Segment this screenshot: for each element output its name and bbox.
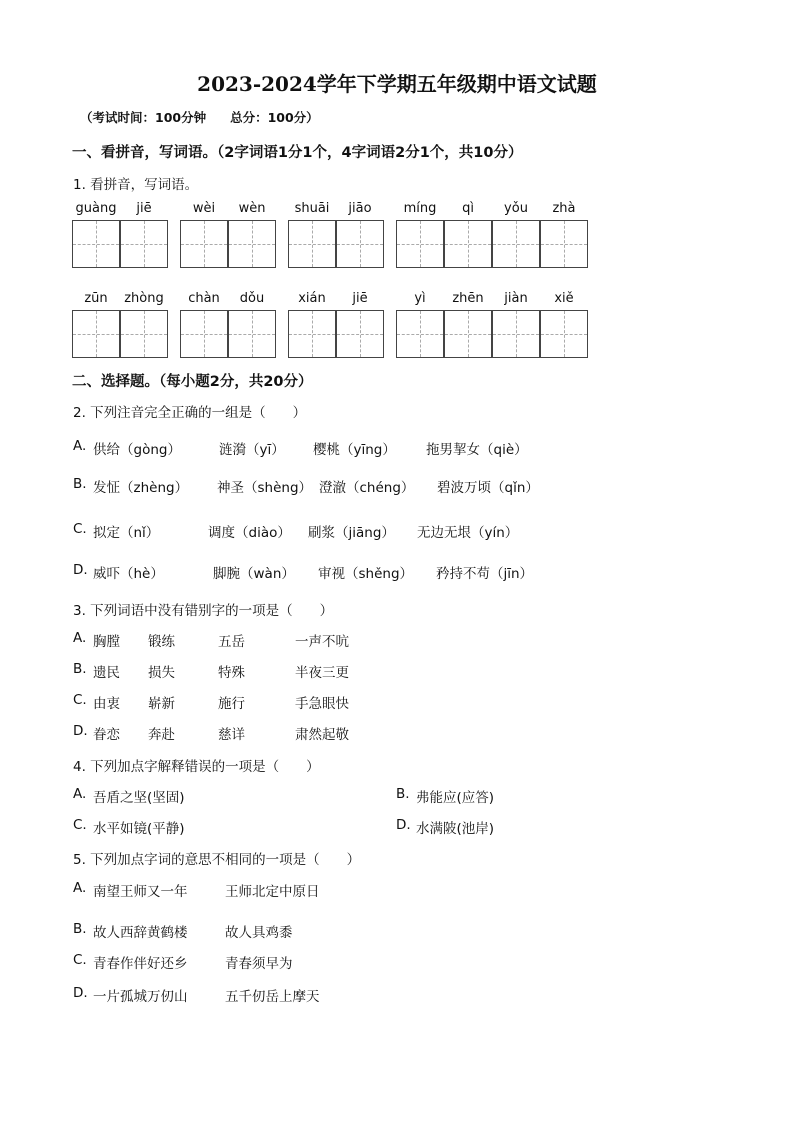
pinyin: jiàn (504, 291, 528, 306)
option-item: 一片孤城万仞山 (93, 989, 188, 1005)
option-item: 威吓（hè） (93, 566, 164, 582)
option-item: 水满陂(池岸) (416, 821, 495, 837)
pinyin-row-1 (72, 201, 602, 221)
writing-cell[interactable] (396, 220, 444, 268)
option-item: 拖男挈女（qiè） (426, 442, 528, 458)
option-item: 水平如镜(平静) (93, 821, 185, 837)
pinyin: shuāi (294, 201, 330, 216)
option-letter: A. (73, 880, 87, 896)
option-item: 遗民 (93, 665, 120, 681)
pinyin: zhòng (124, 291, 164, 306)
option-letter: B. (73, 476, 87, 492)
option-item: 审视（shěng） (318, 566, 414, 582)
pinyin: jiē (352, 291, 368, 306)
option-letter: B. (73, 921, 87, 937)
writing-cell[interactable] (288, 310, 336, 358)
option-item: 手急眼快 (295, 696, 349, 712)
writing-cell[interactable] (72, 220, 120, 268)
writing-cell[interactable] (228, 220, 276, 268)
writing-cell[interactable] (180, 310, 228, 358)
writing-cell[interactable] (336, 220, 384, 268)
option-item: 青春作伴好还乡 (93, 956, 188, 972)
option-item: 涟漪（yī） (219, 442, 285, 458)
question-3-stem: 3. 下列词语中没有错别字的一项是（ ） (73, 603, 334, 619)
section-1-heading: 一、看拼音，写词语。（2字词语1分1个，4字词语2分1个，共10分） (72, 145, 523, 161)
pinyin: chàn (188, 291, 220, 306)
exam-time: （考试时间：100分钟 (80, 110, 207, 125)
writing-cell[interactable] (540, 310, 588, 358)
pinyin: dǒu (239, 291, 265, 306)
option-item: 王师北定中原日 (225, 884, 320, 900)
option-item: 拟定（nǐ） (93, 525, 160, 541)
writing-cell[interactable] (288, 220, 336, 268)
option-item: 半夜三更 (295, 665, 349, 681)
exam-meta (80, 108, 319, 126)
option-item: 南望王师又一年 (93, 884, 188, 900)
option-item: 供给（gòng） (93, 442, 181, 458)
option-letter: A. (73, 630, 87, 646)
pinyin: wèn (238, 201, 266, 216)
pinyin: qì (462, 201, 474, 216)
option-item: 肃然起敬 (295, 727, 349, 743)
option-item: 五千仞岳上摩天 (225, 989, 320, 1005)
option-item: 眷恋 (93, 727, 120, 743)
option-item: 调度（diào） (208, 525, 291, 541)
writing-cell[interactable] (492, 220, 540, 268)
option-item: 损失 (148, 665, 175, 681)
option-letter: D. (396, 817, 411, 833)
writing-cell[interactable] (228, 310, 276, 358)
question-5-stem: 5. 下列加点字词的意思不相同的一项是（ ） (73, 852, 361, 868)
writing-cell[interactable] (120, 220, 168, 268)
option-letter: C. (73, 952, 87, 968)
writing-cell[interactable] (396, 310, 444, 358)
option-item: 脚腕（wàn） (213, 566, 295, 582)
option-letter: B. (73, 661, 87, 677)
page-title: 2023-2024学年下学期五年级期中语文试题 (197, 72, 597, 96)
writing-cell[interactable] (120, 310, 168, 358)
writing-cell[interactable] (540, 220, 588, 268)
option-item: 施行 (218, 696, 245, 712)
option-item: 一声不吭 (295, 634, 349, 650)
question-2-stem: 2. 下列注音完全正确的一组是（ ） (73, 405, 307, 421)
question-1-stem: 1. 看拼音，写词语。 (73, 177, 199, 193)
option-item: 锻练 (148, 634, 175, 650)
option-item: 刷浆（jiāng） (308, 525, 395, 541)
option-item: 慈详 (218, 727, 245, 743)
option-item: 澄澈（chéng） (319, 480, 415, 496)
pinyin-row-2 (72, 291, 602, 311)
option-item: 奔赴 (148, 727, 175, 743)
option-item: 无边无垠（yín） (417, 525, 519, 541)
option-item: 樱桃（yīng） (313, 442, 396, 458)
option-letter: C. (73, 817, 87, 833)
option-letter: A. (73, 438, 87, 454)
pinyin: zhà (552, 201, 576, 216)
option-letter: D. (73, 562, 88, 578)
pinyin: míng (403, 201, 437, 216)
option-item: 特殊 (218, 665, 245, 681)
option-letter: B. (396, 786, 410, 802)
writing-cell[interactable] (180, 220, 228, 268)
writing-cell[interactable] (444, 310, 492, 358)
option-item: 吾盾之坚(坚固) (93, 790, 185, 806)
option-item: 故人西辞黄鹤楼 (93, 925, 188, 941)
writing-cell[interactable] (72, 310, 120, 358)
option-letter: A. (73, 786, 87, 802)
option-item: 发怔（zhèng） (93, 480, 189, 496)
pinyin: guàng (75, 201, 117, 216)
option-letter: D. (73, 723, 88, 739)
writing-cell[interactable] (336, 310, 384, 358)
pinyin: jiāo (348, 201, 372, 216)
pinyin: xiě (554, 291, 574, 306)
option-item: 矜持不苟（jīn） (436, 566, 534, 582)
option-item: 由衷 (93, 696, 120, 712)
option-item: 崭新 (148, 696, 175, 712)
exam-total-score: 总分：100分） (230, 110, 319, 125)
option-item: 故人具鸡黍 (225, 925, 293, 941)
pinyin: zhēn (452, 291, 484, 306)
option-item: 胸膛 (93, 634, 120, 650)
question-4-stem: 4. 下列加点字解释错误的一项是（ ） (73, 759, 320, 775)
pinyin: wèi (192, 201, 216, 216)
option-item: 弗能应(应答) (416, 790, 495, 806)
pinyin: zūn (84, 291, 108, 306)
option-item: 五岳 (218, 634, 245, 650)
section-2-heading: 二、选择题。（每小题2分，共20分） (72, 374, 313, 390)
pinyin: xián (298, 291, 326, 306)
writing-cell[interactable] (492, 310, 540, 358)
pinyin: yǒu (504, 201, 528, 216)
option-letter: C. (73, 521, 87, 537)
pinyin: jiē (136, 201, 152, 216)
option-letter: C. (73, 692, 87, 708)
option-item: 青春须早为 (225, 956, 293, 972)
option-item: 碧波万顷（qǐn） (437, 480, 539, 496)
option-item: 神圣（shèng） (217, 480, 313, 496)
option-letter: D. (73, 985, 88, 1001)
writing-cell[interactable] (444, 220, 492, 268)
pinyin: yì (414, 291, 426, 306)
